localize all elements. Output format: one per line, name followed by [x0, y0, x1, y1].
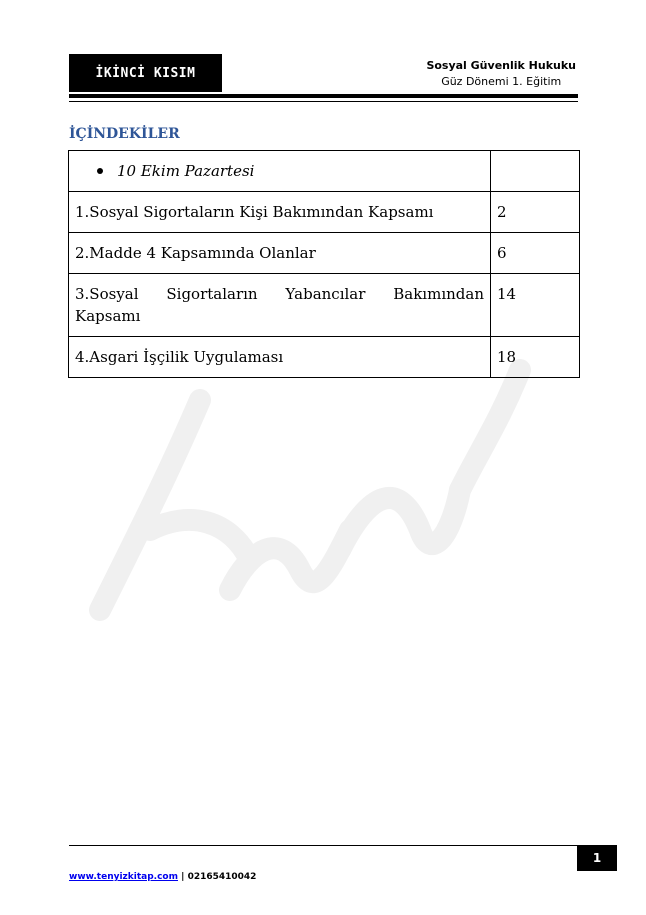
watermark-logo	[80, 330, 540, 660]
toc-date-row	[69, 151, 580, 192]
toc-entry-title[interactable]: 3.Sosyal Sigortaların Yabancılar Bakımından Kapsamı	[69, 274, 491, 337]
toc-entry-page: 18	[491, 337, 580, 378]
toc-entry-row[interactable]	[69, 337, 580, 378]
toc-entry-title[interactable]: 1.Sosyal Sigortaların Kişi Bakımından Kapsamı	[69, 192, 491, 233]
footer-separator: |	[178, 872, 188, 882]
toc-date-page-cell	[491, 151, 580, 192]
toc-entry-row[interactable]	[69, 233, 580, 274]
header-rule-thin	[69, 101, 578, 102]
toc-heading: İÇİNDEKİLER	[69, 126, 180, 142]
bullet-icon	[97, 168, 103, 174]
page-number-box	[577, 845, 617, 871]
website-link[interactable]: www.tenyizkitap.com	[69, 872, 178, 882]
course-title: Sosyal Güvenlik Hukuku	[426, 59, 576, 72]
course-subtitle: Güz Dönemi 1. Eğitim	[441, 75, 562, 88]
footer-contact	[69, 872, 256, 882]
toc-table	[68, 150, 580, 378]
toc-entry-page: 6	[491, 233, 580, 274]
section-tab	[69, 54, 222, 92]
section-label: İKİNCİ KISIM	[95, 65, 196, 81]
header-course-info	[426, 58, 576, 90]
footer-rule	[69, 845, 577, 846]
toc-entry-page: 2	[491, 192, 580, 233]
phone-number: 02165410042	[187, 872, 257, 882]
toc-entry-title[interactable]: 2.Madde 4 Kapsamında Olanlar	[69, 233, 491, 274]
toc-entry-row[interactable]	[69, 274, 580, 337]
toc-entry-row[interactable]	[69, 192, 580, 233]
toc-entry-page: 14	[491, 274, 580, 337]
page-number: 1	[592, 851, 602, 865]
toc-date-cell	[69, 151, 491, 192]
toc-entry-title[interactable]: 4.Asgari İşçilik Uygulaması	[69, 337, 491, 378]
toc-date-label: 10 Ekim Pazartesi	[117, 162, 255, 180]
header-rule-thick	[69, 94, 578, 98]
